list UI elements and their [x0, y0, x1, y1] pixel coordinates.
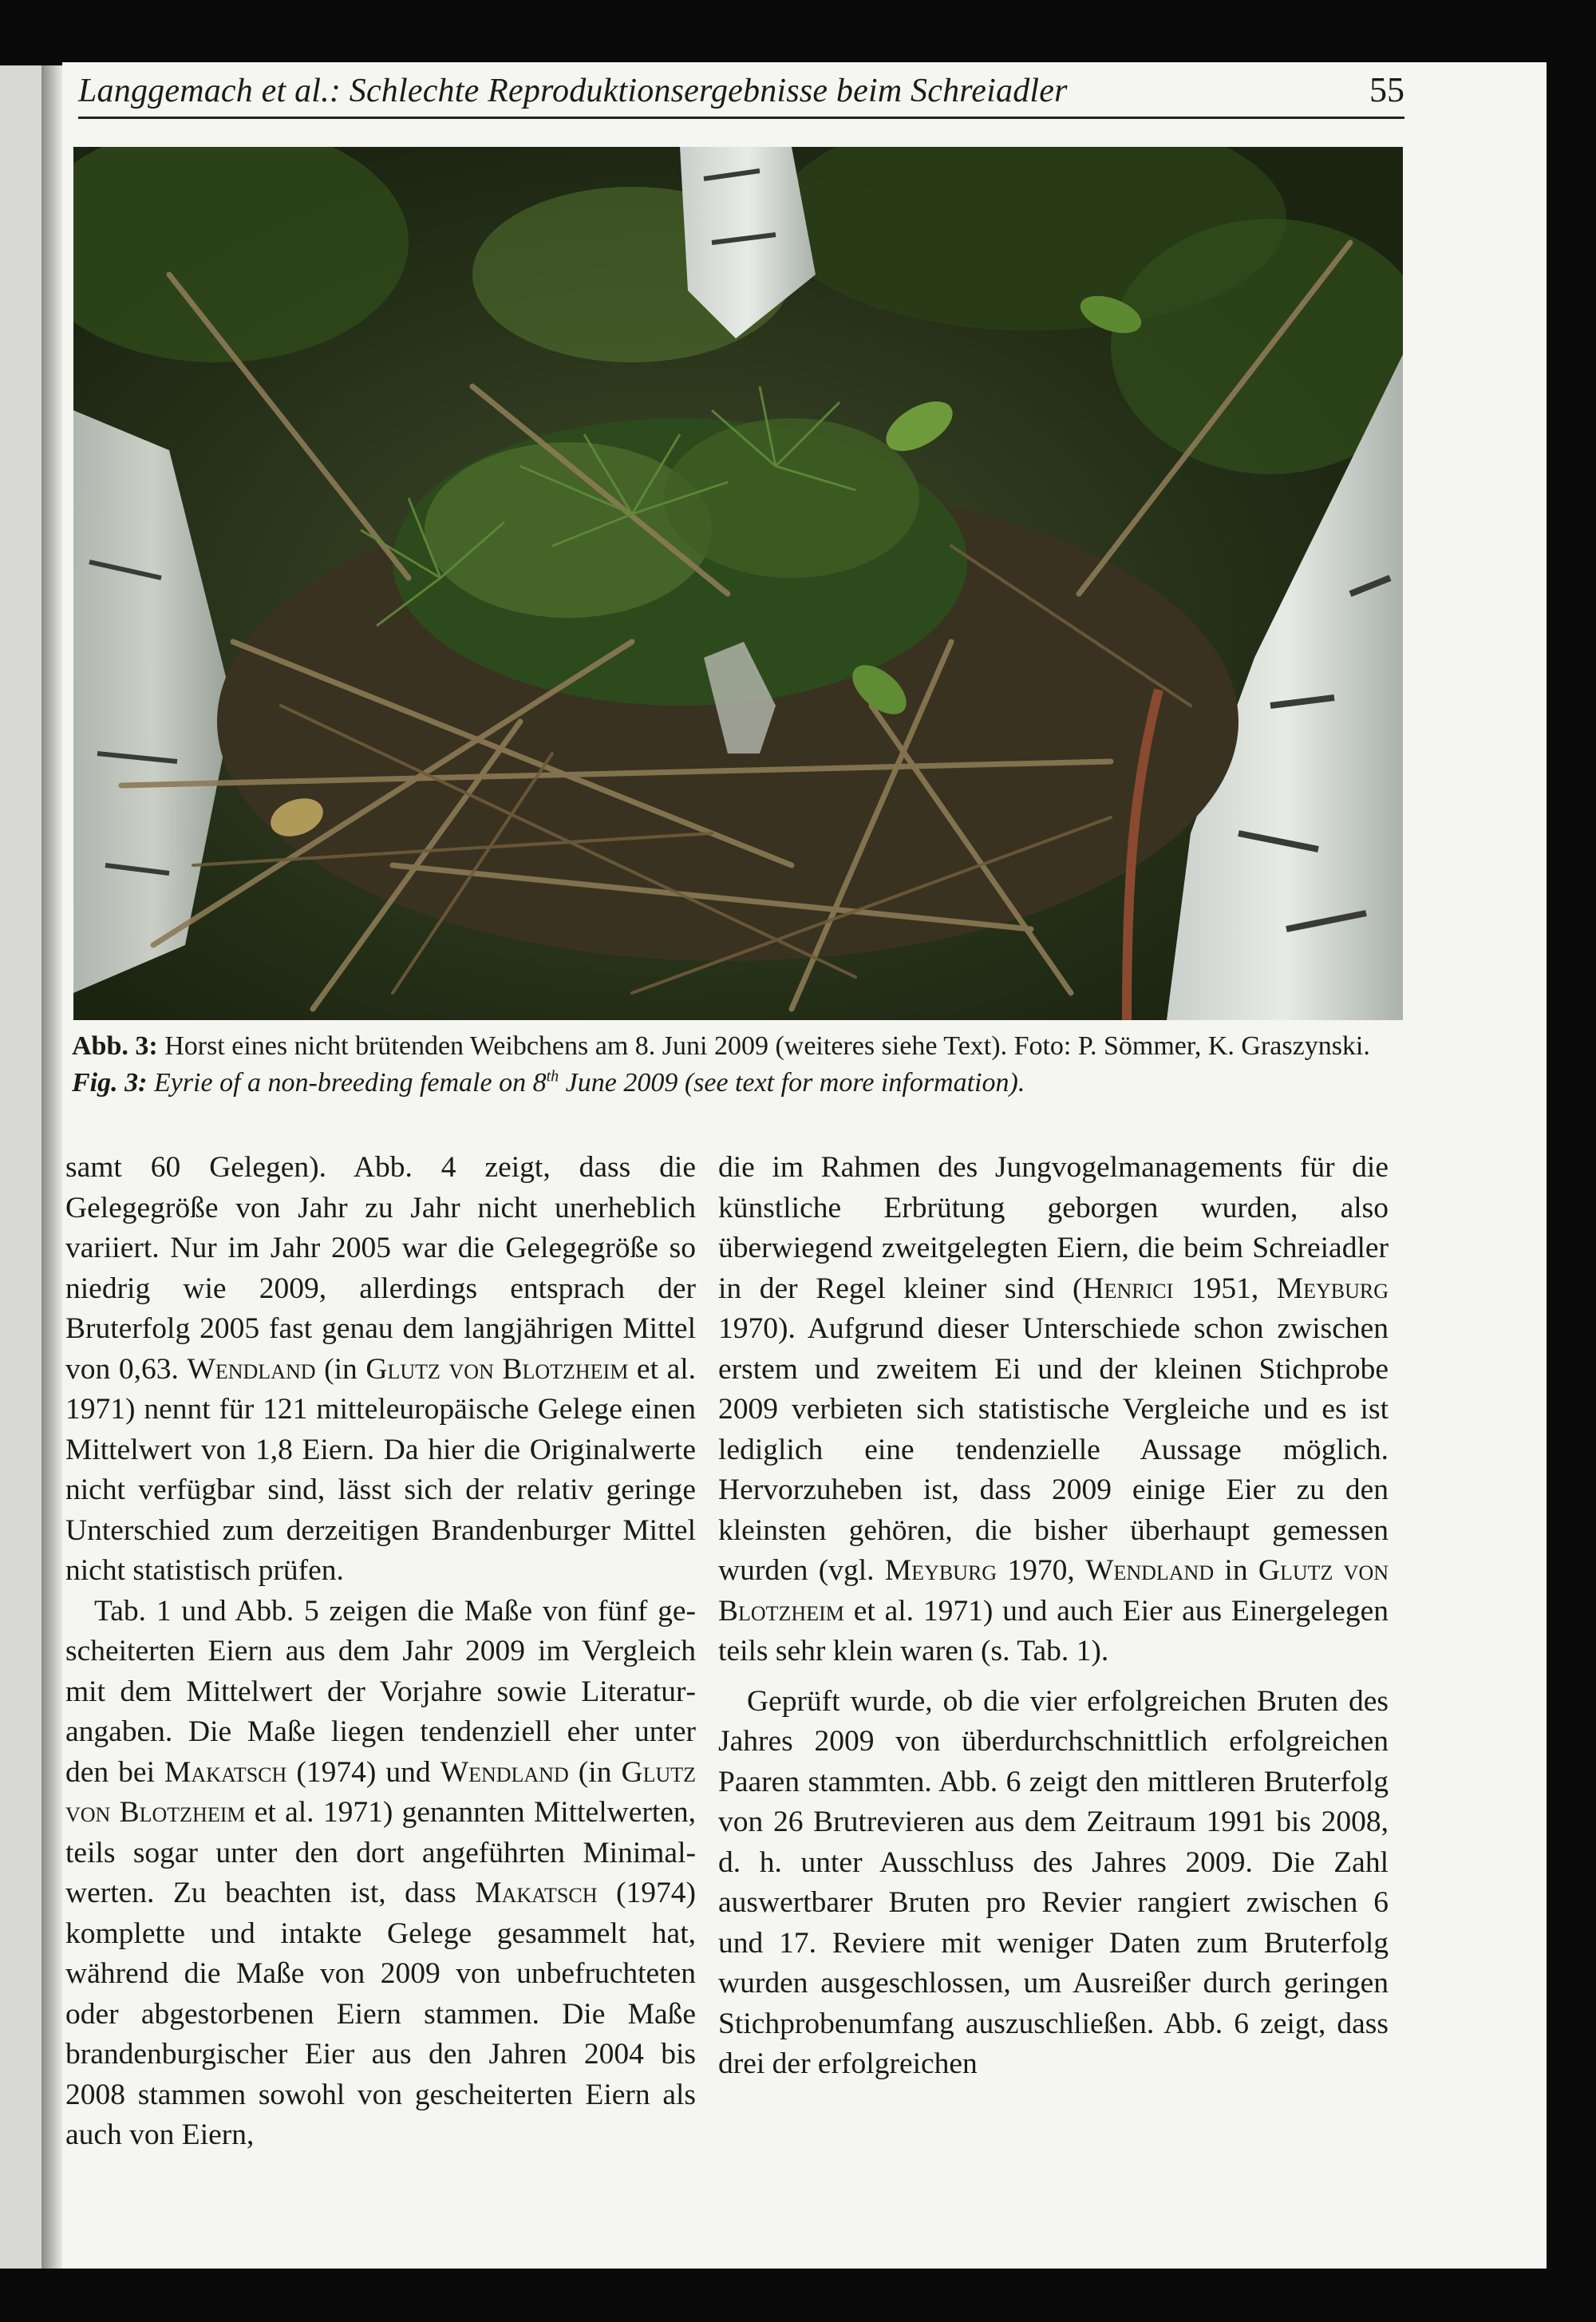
lp2-c: (in [578, 1755, 612, 1789]
author-wendland-2: Wendland [440, 1755, 569, 1789]
right-column [718, 1148, 1389, 2085]
caption-de-text: Horst eines nicht brütenden Weibchens am 8. Juni 2009 (weiteres siehe Text). Foto: P. Sömmer, K. Graszynski. [164, 1031, 1370, 1061]
rp1-b: 1951, [1191, 1272, 1259, 1305]
page-number: 55 [1369, 70, 1404, 109]
figure-photo-eyrie [73, 147, 1403, 1020]
author-meyburg: Meyburg [1276, 1272, 1389, 1305]
lp2-d: et al. 1971) genannten Mittelwerten, teils sogar unter den dort angeführten Minimalwerten. Zu beachten ist, dass [65, 1796, 697, 1909]
caption-english [72, 1065, 1412, 1102]
paragraph-spacer [718, 1672, 1389, 1682]
rp1-f: et al. 1971) und auch Eier aus Einergelegen teils sehr klein waren (s. Tab. 1). [718, 1594, 1389, 1667]
rp1-e: in [1224, 1554, 1248, 1587]
lp1-c: et al. 1971) nennt für 121 mitteleuropäische Gelege einen Mittelwert von 1,8 Eiern. Da hier die Originalwerte nicht verfügbar sind, lässt sich der relativ geringe Unterschied zum derzeitigen Brandenburger Mittel nicht statistisch prüfen. [65, 1352, 697, 1587]
lp1-b: (in [324, 1352, 358, 1386]
facing-page-edge [0, 65, 41, 2269]
author-glutz: Glutz von Blotzheim [365, 1352, 629, 1386]
rp1-d: 1970, [1007, 1554, 1075, 1587]
author-makatsch-2: Makatsch [475, 1877, 598, 1909]
author-wendland-3: Wendland [1085, 1554, 1215, 1587]
author-glutz-2: Glutz von Blotzheim [65, 1755, 697, 1829]
page-header [78, 70, 1404, 119]
author-wendland: Wendland [187, 1352, 316, 1386]
caption-en-sup: th [546, 1067, 559, 1086]
caption-german [72, 1028, 1412, 1065]
left-column [65, 1148, 696, 2156]
caption-de-label: Abb. 3: [72, 1031, 158, 1061]
lp2-b: (1974) und [296, 1755, 431, 1789]
author-meyburg-2: Meyburg [884, 1554, 998, 1587]
caption-en-label: Fig. 3: [72, 1068, 148, 1098]
right-paragraph-2: Geprüft wurde, ob die vier erfolgreichen Bruten des Jahres 2009 von überdurchschnittlich erfolgreichen Paaren stammten. Abb. 6 zeigt den mittleren Bruterfolg von 26 Brutrevieren aus dem Zeitraum 1991 bis 2008, d. h. unter Ausschluss des Jahres 2009. Die Zahl auswertbarer Bruten pro Revier rangiert zwischen 6 und 17. Reviere mit weniger Daten zum Bruterfolg wurden ausgeschlossen, um Ausreißer durch geringen Stichprobenumfang auszuschließen. Abb. 6 zeigt, dass drei der erfolgreichen [718, 1684, 1389, 2080]
rp1-c: 1970). Aufgrund dieser Unterschiede schon zwischen erstem und zweitem Ei und der kleinen Stichprobe 2009 verbieten sich statistische Vergleiche und es ist lediglich eine tendenzielle Aussage möglich. Hervorzuheben ist, dass 2009 einige Eier zu den kleinsten gehören, die bisher überhaupt gemessen wurden (vgl. [718, 1312, 1389, 1587]
caption-en-text-b: June 2009 (see text for more information). [565, 1068, 1025, 1098]
left-paragraph-1 [65, 1148, 696, 1592]
caption-en-text-a: Eyrie of a non-breeding female on 8 [153, 1068, 547, 1098]
running-title: Langgemach et al.: Schlechte Reproduktionsergebnisse beim Schreiadler [78, 73, 1068, 109]
author-henrici: Henrici [1082, 1272, 1174, 1305]
lp1-a: samt 60 Gelegen). Abb. 4 zeigt, dass die Gelegegröße von Jahr zu Jahr nicht unerheblich variiert. Nur im Jahr 2005 war die Gelegegröße so niedrig wie 2009, allerdings entsprach der Bruterfolg 2005 fast genau dem langjährigen Mittel von 0,63. [65, 1151, 696, 1386]
lp2-e: (1974) komplette und intakte Gelege gesammelt hat, während die Maße von 2009 von unbefruchteten oder abgestorbenen Eiern stammen. Die Maße brandenburgischer Eier aus den Jahren 2004 bis 2008 stammen sowohl von gescheiterten Eiern als auch von Eiern, [65, 1877, 697, 2151]
rp1-a: die im Rahmen des Jungvogelmanagements für die künstliche Erbrütung geborgen wurden, also überwiegend zweitgelegten Eiern, die beim Schreiadler in der Regel kleiner sind ( [718, 1151, 1389, 1305]
author-glutz-3: Glutz von Blotzheim [718, 1554, 1389, 1628]
lp2-a: Tab. 1 und Abb. 5 zeigen die Maße von fünf gescheiterten Eiern aus dem Jahr 2009 im Vergleich mit dem Mittelwert der Vorjahre sowie Literaturangaben. Die Maße liegen tendenziell eher unter den bei [65, 1594, 696, 1789]
figure-caption [72, 1028, 1412, 1102]
book-gutter [41, 65, 62, 2269]
left-paragraph-2 [65, 1592, 696, 2156]
author-makatsch: Makatsch [164, 1755, 287, 1789]
right-paragraph-1 [718, 1148, 1389, 1672]
